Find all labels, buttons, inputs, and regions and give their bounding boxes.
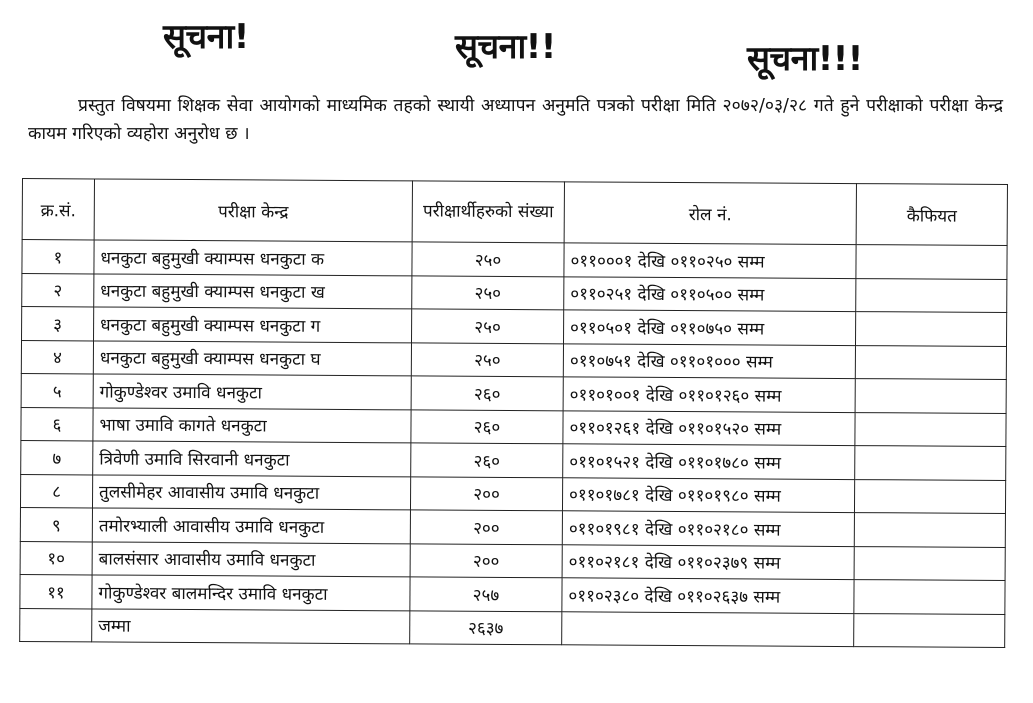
serial-cell: ९ <box>20 507 92 541</box>
roll-range-cell: ०११०१००१ देखि ०११०१२६० सम्म <box>563 377 855 412</box>
table-header-row <box>22 179 1007 246</box>
remarks-cell <box>854 580 1005 614</box>
remarks-cell <box>855 312 1006 346</box>
roll-range-cell: ०११०२३८० देखि ०११०२६३७ सम्म <box>562 578 854 613</box>
exam-center-cell: धनकुटा बहुमुखी क्याम्पस धनकुटा ख <box>94 273 412 308</box>
candidate-count-cell: २०० <box>410 543 562 577</box>
notice-title-3: सूचना!!! <box>747 39 863 79</box>
exam-center-cell: गोकुण्डेश्वर बालमन्दिर उमावि धनकुटा <box>92 575 410 610</box>
candidate-count-cell: २५० <box>412 275 564 309</box>
exam-center-cell: तुलसीमेहर आवासीय उमावि धनकुटा <box>92 474 410 509</box>
remarks-cell <box>856 278 1007 312</box>
roll-range-cell: ०११०१२६१ देखि ०११०१५२० सम्म <box>563 410 855 445</box>
serial-cell: ३ <box>22 307 94 341</box>
intro-paragraph: प्रस्तुत विषयमा शिक्षक सेवा आयोगको माध्यमिक तहको स्थायी अध्यापन अनुमति पत्रको परीक्षा मिति २०७२/०३/२८ गते हुने परीक्षाको परीक्षा केन्द्र कायम गरिएको व्यहोरा अनुरोध छ । <box>28 96 1003 144</box>
roll-range-cell: ०११०००१ देखि ०११०२५० सम्म <box>564 243 856 278</box>
serial-cell: ५ <box>21 373 93 407</box>
exam-center-cell: धनकुटा बहुमुखी क्याम्पस धनकुटा ग <box>94 307 412 342</box>
total-row <box>20 608 1005 648</box>
serial-cell: ८ <box>20 474 92 508</box>
total-value: २६३७ <box>410 610 562 644</box>
total-roll-cell <box>562 611 854 646</box>
candidate-count-cell: २५७ <box>410 577 562 611</box>
roll-range-cell: ०११०२५१ देखि ०११०५०० सम्म <box>564 276 856 311</box>
remarks-cell <box>855 379 1006 413</box>
exam-center-table <box>19 178 1008 648</box>
total-remarks-cell <box>854 613 1005 647</box>
remarks-cell <box>856 245 1007 279</box>
candidate-count-cell: २०० <box>410 476 562 510</box>
serial-cell: ६ <box>21 407 93 441</box>
notice-title-2: सूचना!! <box>455 27 556 67</box>
remarks-cell <box>854 513 1005 547</box>
roll-range-cell: ०११०७५१ देखि ०११०१००० सम्म <box>563 343 855 378</box>
table-body <box>20 240 1007 648</box>
serial-cell: ११ <box>20 574 92 608</box>
serial-cell: ४ <box>21 340 93 374</box>
candidate-count-cell: २५० <box>411 342 563 376</box>
total-label: जम्मा <box>92 608 410 643</box>
candidate-count-cell: २६० <box>411 376 563 410</box>
roll-range-cell: ०११०१७८१ देखि ०११०१९८० सम्म <box>562 477 854 512</box>
roll-range-cell: ०११०१९८१ देखि ०११०२१८० सम्म <box>562 511 854 546</box>
roll-range-cell: ०११०१५२१ देखि ०११०१७८० सम्म <box>563 444 855 479</box>
notice-header <box>0 0 1033 80</box>
exam-center-cell: गोकुण्डेश्वर उमावि धनकुटा <box>93 374 411 409</box>
exam-center-cell: धनकुटा बहुमुखी क्याम्पस धनकुटा क <box>94 240 412 275</box>
notice-title-1: सूचना! <box>163 17 249 57</box>
header-exam-center: परीक्षा केन्द्र <box>94 179 412 242</box>
total-serial-cell <box>20 608 92 642</box>
serial-cell: ७ <box>21 440 93 474</box>
roll-range-cell: ०११०२१८१ देखि ०११०२३७९ सम्म <box>562 544 854 579</box>
exam-center-cell: भाषा उमावि कागते धनकुटा <box>93 407 411 442</box>
candidate-count-cell: २०० <box>410 510 562 544</box>
candidate-count-cell: २५० <box>412 309 564 343</box>
exam-center-cell: तमोरभ्याली आवासीय उमावि धनकुटा <box>92 508 410 543</box>
serial-cell: २ <box>22 273 94 307</box>
candidate-count-cell: २६० <box>411 409 563 443</box>
header-roll-number: रोल नं. <box>564 182 856 245</box>
remarks-cell <box>855 345 1006 379</box>
header-remarks: कैफियत <box>856 184 1007 246</box>
remarks-cell <box>855 412 1006 446</box>
candidate-count-cell: २५० <box>412 242 564 276</box>
serial-cell: १० <box>20 541 92 575</box>
exam-center-cell: बालसंसार आवासीय उमावि धनकुटा <box>92 541 410 576</box>
roll-range-cell: ०११०५०१ देखि ०११०७५० सम्म <box>564 310 856 345</box>
exam-center-cell: त्रिवेणी उमावि सिरवानी धनकुटा <box>93 441 411 476</box>
serial-cell: १ <box>22 240 94 274</box>
remarks-cell <box>854 546 1005 580</box>
candidate-count-cell: २६० <box>411 443 563 477</box>
remarks-cell <box>855 446 1006 480</box>
header-candidate-count: परीक्षार्थीहरुको संख्या <box>412 181 564 243</box>
remarks-cell <box>854 479 1005 513</box>
exam-center-cell: धनकुटा बहुमुखी क्याम्पस धनकुटा घ <box>93 340 411 375</box>
header-serial: क्र.सं. <box>22 179 94 240</box>
